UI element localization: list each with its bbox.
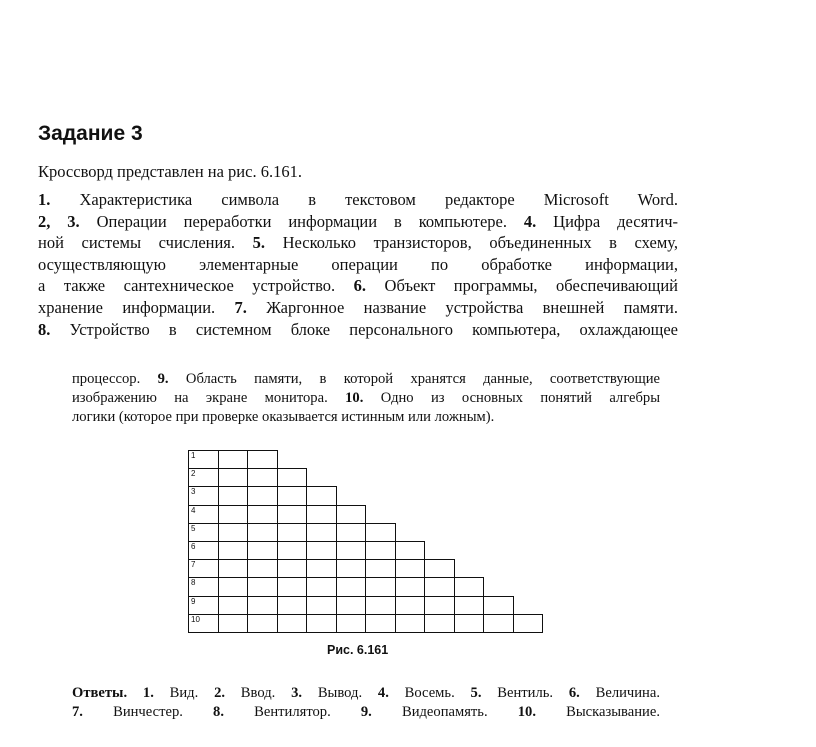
text-run: Вентилятор. [223, 704, 361, 720]
clue-number: 7. [234, 297, 247, 317]
crossword-cell [218, 523, 249, 542]
crossword-cell [247, 559, 278, 578]
clue-number: 8. [38, 319, 51, 339]
crossword-cell [395, 596, 426, 615]
crossword-cell [306, 541, 337, 560]
crossword-cell [247, 468, 278, 487]
intro-text: Кроссворд представлен на рис. 6.161. [38, 162, 302, 181]
figure-caption: Рис. 6.161 [327, 643, 389, 657]
crossword-cell [277, 468, 308, 487]
clue-number: 1. [38, 190, 51, 209]
crossword-row-number: 4 [191, 505, 196, 515]
clues-paragraph-1 [38, 189, 678, 340]
crossword-cell [365, 596, 396, 615]
text-line [38, 211, 678, 233]
crossword-row-number: 6 [191, 542, 196, 551]
text-line [38, 275, 678, 297]
task-heading: Задание 3 [38, 122, 143, 145]
clue-number: 1. [142, 685, 154, 701]
crossword-cell [454, 577, 485, 596]
crossword-cell [336, 505, 367, 524]
clue-number: 6. [353, 276, 367, 296]
crossword-cell [218, 596, 249, 615]
crossword-cell [395, 614, 426, 633]
crossword-cell [424, 559, 455, 578]
text-run: Высказывание. [536, 704, 660, 720]
text-run: Характеристика символа в текстовом редакторе Microsoft Word. [50, 190, 678, 209]
text-run: процессор. [72, 371, 158, 387]
crossword-cell [306, 559, 337, 578]
crossword-cell [483, 614, 514, 633]
crossword-cell [218, 505, 249, 524]
crossword-cell [218, 577, 249, 596]
clue-number: 10. [345, 390, 364, 406]
text-run: а также сантехническое устройство. [38, 276, 354, 296]
crossword-cell [277, 596, 308, 615]
crossword-cell [247, 450, 278, 469]
text-run: Несколько транзисторов, объединенных в схему, [265, 233, 678, 253]
crossword-cell [365, 541, 396, 560]
text-line [38, 319, 678, 341]
clue-number: 2, 3. [38, 211, 80, 231]
crossword-cell [218, 486, 249, 505]
crossword-cell [277, 523, 308, 542]
clue-number: 9. [157, 371, 169, 387]
crossword-cell [277, 577, 308, 596]
clue-number: 7. [72, 704, 83, 720]
crossword-cell [336, 577, 367, 596]
crossword-cell [218, 468, 249, 487]
crossword-cell [395, 559, 426, 578]
text-run: Одно из основных понятий алгебры [363, 390, 661, 406]
text-line [38, 254, 678, 276]
crossword-cell [306, 614, 337, 633]
crossword-cell [218, 450, 249, 469]
crossword-cell [247, 541, 278, 560]
text-run: ной системы счисления. [38, 233, 253, 253]
crossword-row-number: 1 [191, 451, 196, 460]
crossword-cell [277, 505, 308, 524]
crossword-cell [336, 541, 367, 560]
clue-number: 6. [568, 685, 580, 701]
text-run: Устройство в системном блоке персонального компьютера, охлаждающее [50, 319, 678, 339]
clue-number: 2. [214, 685, 226, 701]
text-run: Вид. [153, 685, 215, 701]
clue-number: 10. [517, 704, 536, 720]
crossword-grid [188, 450, 544, 632]
crossword-cell [306, 523, 337, 542]
clue-number: 8. [213, 704, 224, 720]
crossword-cell [365, 614, 396, 633]
crossword-cell [424, 577, 455, 596]
crossword-cell [247, 486, 278, 505]
crossword-cell [247, 596, 278, 615]
text-run: логики (которое при проверке оказывается истинным или ложным). [72, 409, 495, 425]
text-run: осуществляющую элементарные операции по обработке информации, [38, 254, 678, 274]
crossword-cell [513, 614, 544, 633]
text-run: Ввод. [225, 685, 292, 701]
text-run: изображению на экране монитора. [72, 390, 346, 406]
clue-number: 3. [291, 685, 303, 701]
text-line [72, 370, 660, 389]
clue-number: 4. [377, 685, 389, 701]
text-run: Область памяти, в которой хранятся данные, соответствующие [168, 371, 660, 387]
crossword-row-number: 5 [191, 523, 196, 533]
text-line [38, 189, 678, 211]
crossword-cell [424, 614, 455, 633]
crossword-cell [218, 541, 249, 560]
crossword-cell [277, 486, 308, 505]
crossword-cell [277, 541, 308, 560]
crossword-row-number: 7 [191, 560, 196, 570]
crossword-cell [306, 486, 337, 505]
crossword-cell [306, 596, 337, 615]
answers-paragraph [72, 684, 660, 722]
crossword-cell [336, 596, 367, 615]
text-run: Винчестер. [82, 704, 214, 720]
text-run: Объект программы, обеспечивающий [366, 276, 678, 296]
crossword-cell [336, 523, 367, 542]
crossword-cell [218, 614, 249, 633]
crossword-cell [365, 559, 396, 578]
crossword-cell [336, 559, 367, 578]
crossword-cell [395, 541, 426, 560]
clue-number: Ответы. [72, 685, 128, 701]
text-line [72, 703, 660, 722]
crossword-row-number: 10 [191, 614, 200, 624]
crossword-cell [454, 596, 485, 615]
crossword-cell [454, 614, 485, 633]
crossword-cell [277, 614, 308, 633]
crossword-cell [247, 523, 278, 542]
crossword-cell [424, 596, 455, 615]
text-line [38, 232, 678, 254]
text-run [127, 685, 143, 701]
text-run: Вывод. [302, 685, 378, 701]
text-run: хранение информации. [38, 297, 235, 317]
crossword-cell [218, 559, 249, 578]
text-run: Цифра десятич- [536, 211, 678, 231]
clues-paragraph-2 [72, 370, 660, 427]
clue-number: 9. [360, 704, 372, 720]
crossword-cell [277, 559, 308, 578]
text-line [38, 297, 678, 319]
text-run: Операции переработки информации в компьютере. [79, 211, 524, 231]
text-run: Видеопамять. [371, 704, 518, 720]
crossword-row-number: 3 [191, 487, 196, 497]
crossword-cell [365, 577, 396, 596]
crossword-cell [247, 577, 278, 596]
clue-number: 5. [252, 233, 265, 253]
text-line [72, 684, 660, 703]
crossword-cell [336, 614, 367, 633]
crossword-cell [247, 505, 278, 524]
text-run: Жаргонное название устройства внешней памяти. [246, 297, 678, 317]
text-run: Величина. [579, 685, 660, 701]
text-line [72, 408, 660, 427]
crossword-cell [483, 596, 514, 615]
text-run: Восемь. [388, 685, 471, 701]
crossword-cell [395, 577, 426, 596]
clue-number: 5. [470, 685, 482, 701]
crossword-cell [306, 505, 337, 524]
crossword-row-number: 9 [191, 596, 196, 606]
text-run: Вентиль. [481, 685, 569, 701]
crossword-row-number: 8 [191, 578, 196, 588]
crossword-row-number: 2 [191, 469, 196, 479]
crossword-cell [247, 614, 278, 633]
crossword-cell [306, 577, 337, 596]
clue-number: 4. [523, 211, 537, 231]
crossword-cell [365, 523, 396, 542]
text-line [72, 389, 660, 408]
